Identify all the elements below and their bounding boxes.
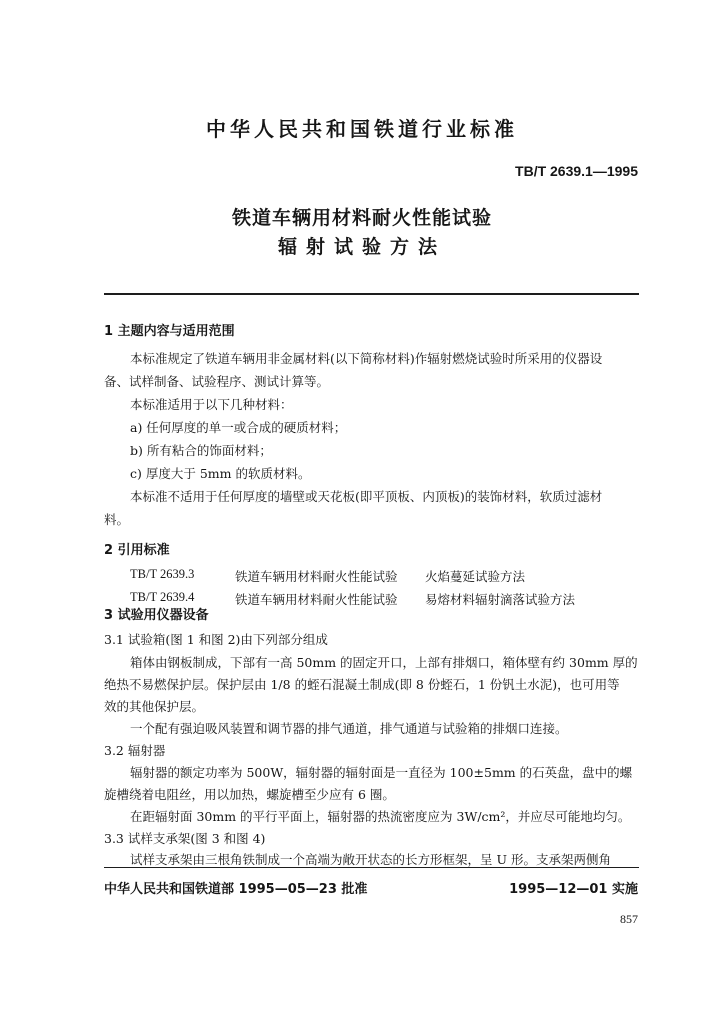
section-3-1-para1-line2: 绝热不易燃保护层。保护层由 1/8 的蛭石混凝土制成(即 8 份蛭石，1 份钒土水泥)，也可用等 (104, 677, 620, 692)
section-1-para3-line2: 料。 (104, 512, 130, 527)
reference-code: TB/T 2639.4 (130, 590, 195, 604)
section-1-para1-line1: 本标准规定了铁道车辆用非金属材料(以下简称材料)作辐射燃烧试验时所采用的仪器设 (130, 351, 603, 366)
reference-title: 铁道车辆用材料耐火性能试验 (235, 569, 398, 584)
document-title-line2: 辐射试验方法 (277, 236, 446, 258)
implementation-line: 1995—12—01 实施 (509, 882, 638, 897)
section-3-2-heading: 3.2 辐射器 (104, 743, 166, 758)
reference-method: 易熔材料辐射滴落试验方法 (425, 592, 576, 607)
section-3-heading: 3 试验用仪器设备 (104, 608, 209, 623)
standard-number: TB/T 2639.1—1995 (515, 163, 638, 179)
section-3-1-heading: 3.1 试验箱(图 1 和图 2)由下列部分组成 (104, 632, 328, 647)
section-3-1-para1-line1: 箱体由钢板制成，下部有一高 50mm 的固定开口，上部有排烟口，箱体壁有约 30mm 厚的 (130, 655, 638, 670)
org-title: 中华人民共和国铁道行业标准 (206, 117, 518, 141)
reference-title: 铁道车辆用材料耐火性能试验 (235, 592, 398, 607)
section-1-para3-line1: 本标准不适用于任何厚度的墙壁或天花板(即平顶板、内顶板)的装饰材料，软质过滤材 (130, 489, 603, 504)
section-3-2-para2: 在距辐射面 30mm 的平行平面上，辐射器的热流密度应为 3W/cm²，并应尽可能地均匀。 (130, 809, 631, 824)
reference-code: TB/T 2639.3 (130, 567, 195, 581)
section-1-item-b: b) 所有粘合的饰面材料； (130, 443, 272, 458)
section-3-1-para2: 一个配有强迫吸风装置和调节器的排气通道，排气通道与试验箱的排烟口连接。 (130, 721, 568, 736)
section-3-2-para1-line1: 辐射器的额定功率为 500W，辐射器的辐射面是一直径为 100±5mm 的石英盘，盘中的螺 (130, 765, 633, 780)
title-divider (104, 293, 639, 295)
section-1-para2: 本标准适用于以下几种材料： (130, 397, 293, 412)
section-3-1-para1-line3: 效的其他保护层。 (104, 699, 205, 714)
reference-method: 火焰蔓延试验方法 (425, 569, 526, 584)
section-1-para1-line2: 备、试样制备、试验程序、测试计算等。 (104, 374, 330, 389)
section-3-2-para1-line2: 旋槽绕着电阻丝，用以加热，螺旋槽至少应有 6 圈。 (104, 787, 395, 802)
section-3-3-heading: 3.3 试样支承架(图 3 和图 4) (104, 831, 266, 846)
page-number: 857 (620, 912, 638, 926)
section-1-heading: 1 主题内容与适用范围 (104, 324, 235, 339)
section-1-item-a: a) 任何厚度的单一或合成的硬质材料； (130, 420, 347, 435)
document-title-line1: 铁道车辆用材料耐火性能试验 (231, 207, 492, 229)
section-2-heading: 2 引用标准 (104, 543, 170, 558)
section-3-3-para1: 试样支承架由三根角铁制成一个高端为敞开状态的长方形框架，呈 U 形。支承架两侧角 (130, 852, 611, 867)
approval-line: 中华人民共和国铁道部 1995—05—23 批准 (104, 882, 368, 897)
section-1-item-c: c) 厚度大于 5mm 的软质材料。 (130, 466, 311, 481)
